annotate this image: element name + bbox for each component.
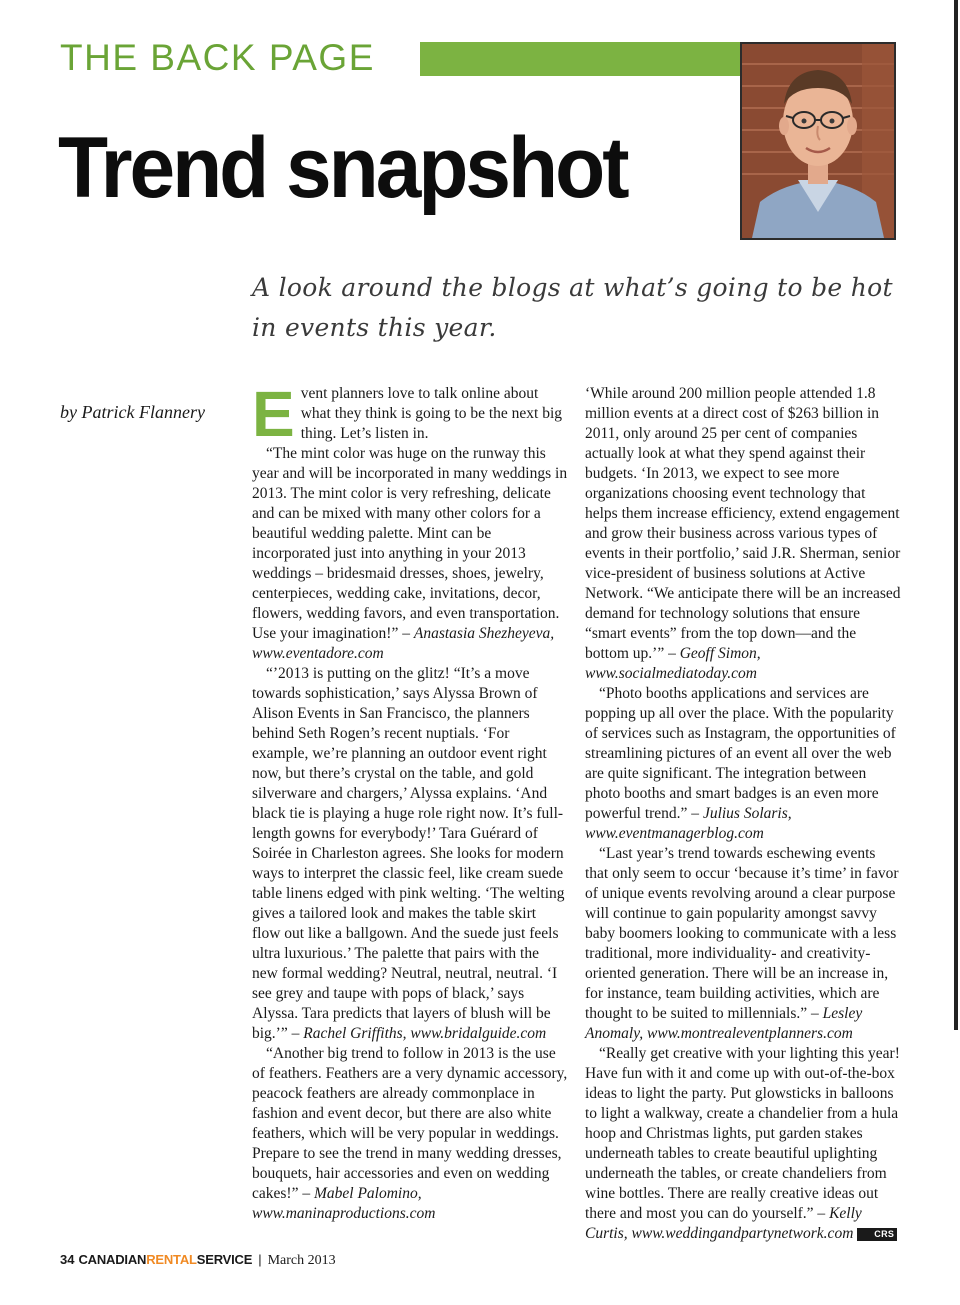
end-mark-icon: CRS <box>857 1228 897 1241</box>
issue-date: March 2013 <box>267 1253 336 1268</box>
drop-cap: E <box>252 378 295 450</box>
footer-separator: | <box>258 1252 262 1267</box>
page-number: 34 <box>60 1252 75 1267</box>
article-column-2 <box>585 384 901 1244</box>
quote-paragraph: ‘While around 200 million people attended 1.8 million events at a direct cost of $263 billion in 2011, only around 25 per cent of companies actually look at what they spend against their budgets. ‘In 2013, we expect to see more organizations choosing event technology that helps them increase efficiency, extend engagement and grow their business across various types of events in their portfolio,’ said J.R. Sherman, senior vice-president of business solutions at Active Network. “We anticipate there will be an increased demand for technology solutions that ensure “smart events” from the top down—and the bottom up.’” – Geoff Simon, www.socialmediatoday.com <box>585 385 901 682</box>
page-footer <box>60 1252 336 1269</box>
article-title: Trend snapshot <box>58 120 627 216</box>
section-bar <box>420 42 742 76</box>
quote-attribution: Kelly Curtis, www.weddingandpartynetwork.com <box>585 1205 862 1242</box>
quote-attribution: Anastasia Shezheyeva, www.eventadore.com <box>252 625 555 662</box>
article-deck: A look around the blogs at what’s going to be hot in events this year. <box>252 273 893 342</box>
section-label: THE BACK PAGE <box>60 37 375 78</box>
quote-paragraph: “Really get creative with your lighting this year! Have fun with it and come up with out-of-the-box ideas to light the party. Put glowsticks in balloons to light a walkway, create a chandelier from a hula hoop and Christmas lights, put garden stakes underneath tables to create beautiful uplighting underneath the tables, or create chandeliers from wine bottles. There are really creative ideas out there and most you can do yourself.” – Kelly Curtis, www.weddingandpartynetwork.com CRS <box>585 1045 900 1242</box>
quote-attribution: Lesley Anomaly, www.montrealeventplanners.com <box>585 1005 863 1042</box>
quote-paragraph: “Last year’s trend towards eschewing events that only seem to occur ‘because it’s time’ in favor of unique events revolving around a clear purpose will continue to gain popularity amongst savvy baby boomers looking to communicate with a less traditional, more individuality- and creativity-oriented generation. There will be an increase in, for instance, team building activities, which are thought to be suited to millennials.” – Lesley Anomaly, www.montrealeventplanners.com <box>585 845 899 1042</box>
quote-paragraph: “The mint color was huge on the runway this year and will be incorporated in many weddings in 2013. The mint color is very refreshing, delicate and can be mixed with many other colors for a beautiful wedding palette. Mint can be incorporated just into anything in your 2013 weddings – bridesmaid dresses, shoes, jewelry, centerpieces, wedding cake, invitations, decor, flowers, wedding favors, and even transportation. Use your imagination!” – Anastasia Shezheyeva, www.eventadore.com <box>252 445 568 662</box>
quote-attribution: Mabel Palomino, www.maninaproductions.com <box>252 1185 436 1222</box>
quote-paragraph: “’2013 is putting on the glitz! “It’s a move towards sophistication,’ says Alyssa Brown of Alison Events in San Francisco, the planners behind Seth Rogen’s recent nuptials. ‘For example, we’re planning an outdoor event right now, but there’s crystal on the table, and gold silverware and chargers,’ Alyssa explains. ‘And black tie is playing a huge role right now. It’s full-length gowns for everybody!’ Tara Guérard of Soirée in Charleston agrees. She looks for modern ways to interpret the classic feel, like cream suede table linens edged with pink welting. ‘The welting gives a tailored look and makes the table skirt flow out like a ballgown. And the suede just feels ultra luxurious.’ The palette that pairs with the new formal wedding? Neutral, neutral, neutral. ‘I see grey and taupe with pops of black,’ says Alyssa. Tara predicts that layers of blush will be big.’” – Rachel Griffiths, www.bridalguide.com <box>252 665 565 1042</box>
quote-attribution: Julius Solaris, www.eventmanagerblog.com <box>585 805 792 842</box>
quote-attribution: Geoff Simon, www.socialmediatoday.com <box>585 645 761 682</box>
quote-paragraph: “Photo booths applications and services are popping up all over the place. With the popularity of services such as Instagram, the opportunities of streamlining pictures of an event all over the web are quite significant. The integration between photo booths and smart badges is an even more powerful trend.” – Julius Solaris, www.eventmanagerblog.com <box>585 685 896 842</box>
quote-paragraph: “Another big trend to follow in 2013 is the use of feathers. Feathers are a very dynamic accessory, peacock feathers are already commonplace in fashion and event decor, but there are also white feathers, which will be very popular in weddings. Prepare to see the trend in many wedding dresses, bouquets, hair accessories and even on wedding cakes!” – Mabel Palomino, www.maninaproductions.com <box>252 1045 568 1222</box>
intro-paragraph: Event planners love to talk online about what they think is going to be the next big thing. Let’s listen in. <box>252 378 563 450</box>
quote-attribution: Rachel Griffiths, www.bridalguide.com <box>303 1025 547 1042</box>
page-edge-rule <box>954 0 958 1030</box>
magazine-name-part1: CANADIAN <box>78 1252 147 1267</box>
magazine-name-part2: RENTAL <box>146 1252 197 1267</box>
article-column-1 <box>252 378 568 1224</box>
magazine-name-part3: SERVICE <box>196 1252 253 1267</box>
author-photo <box>740 42 896 240</box>
byline: by Patrick Flannery <box>60 402 205 422</box>
